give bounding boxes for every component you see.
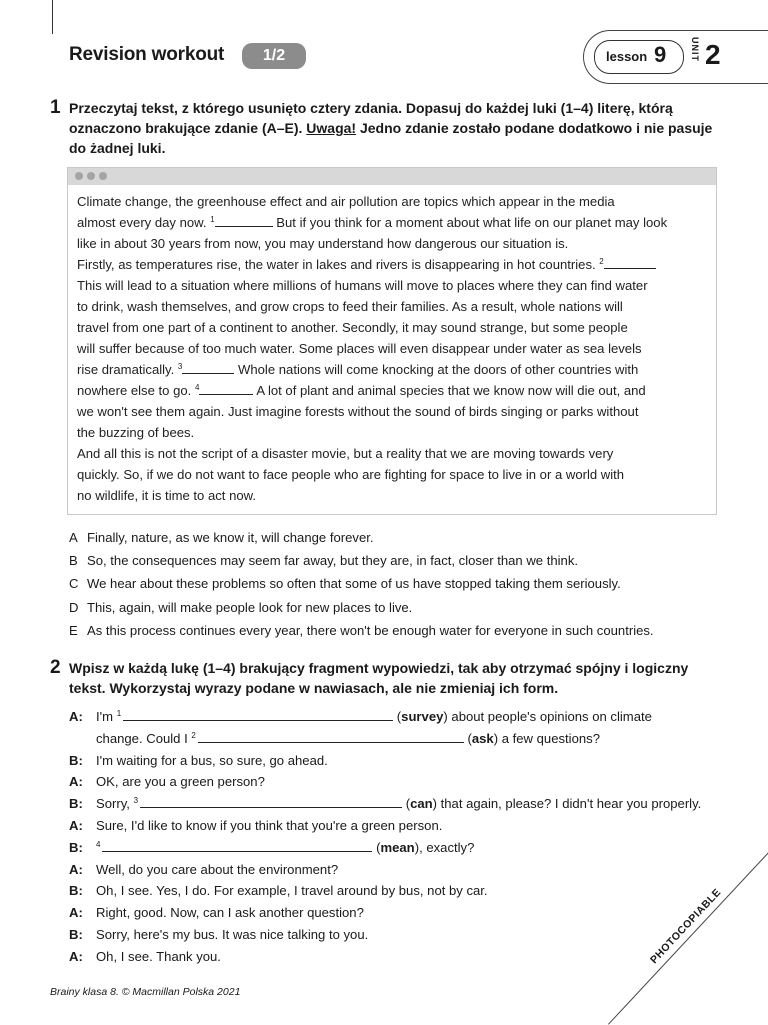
dialogue-text: Oh, I see. Yes, I do. For example, I travel around by bus, not by car.: [96, 883, 488, 899]
dialogue-line: [69, 706, 701, 728]
text-line: quickly. So, if we do not want to face people who are fighting for space to live in or a world with: [77, 467, 625, 482]
page-badge: 1/2: [242, 43, 306, 69]
speaker-label: B:: [69, 926, 83, 942]
dialogue-text: [96, 837, 474, 859]
option-letter: D: [69, 599, 79, 615]
text-line: This will lead to a situation where millions of humans will move to places where they can find water: [77, 278, 648, 293]
dialogue-line: [69, 946, 701, 968]
text-line: no wildlife, it is time to act now.: [77, 488, 257, 503]
option-letter: A: [69, 530, 78, 545]
text-fragment: But if you think for a moment about what life on our planet may look: [276, 215, 668, 230]
keyword: survey: [401, 709, 444, 724]
answer-blank-4[interactable]: [102, 839, 372, 852]
gap-number: 4: [194, 383, 200, 392]
gap-number: 3: [133, 796, 139, 806]
dialogue-fragment: I'm: [96, 709, 114, 724]
speaker-spacer: [69, 728, 96, 750]
speaker-label: B:: [69, 883, 83, 899]
option-text: We hear about these problems so often that some of us have stopped taking them seriously.: [87, 576, 621, 592]
dialogue-fragment: about people's opinions on climate: [451, 709, 652, 724]
answer-blank-2[interactable]: [198, 730, 464, 743]
dialogue-line: [69, 815, 701, 837]
dialogue-fragment: change. Could I: [96, 730, 188, 746]
lesson-label: lesson: [606, 49, 648, 64]
text-fragment: almost every day now.: [77, 215, 207, 230]
bracket: (: [376, 839, 381, 855]
keyword: can: [410, 796, 433, 812]
option-text: This, again, will make people look for new places to live.: [87, 599, 413, 615]
gap-2-blank[interactable]: [604, 255, 656, 269]
gap-number: 4: [96, 839, 101, 849]
gap-number: 2: [599, 257, 604, 266]
gap-number: 1: [116, 709, 122, 718]
text-line: to drink, wash themselves, and grow crops to feed their families. As a result, whole nations will: [77, 299, 623, 314]
bracket: (: [467, 730, 472, 746]
text-fragment: A lot of plant and animal species that we know now will die out, and: [256, 383, 646, 398]
text-line: Climate change, the greenhouse effect and air pollution are topics which appear in the media: [77, 194, 615, 209]
text-fragment: rise dramatically.: [77, 362, 175, 377]
instruction-text-cont: Jedno zdanie zostało podane dodatkowo i nie pasuje do żadnej luki.: [69, 120, 713, 156]
window-dot-icon: [87, 172, 95, 180]
reading-text-panel: [67, 167, 717, 515]
dialogue-fragment: Sorry,: [96, 796, 130, 812]
instruction-text: Przeczytaj tekst, z którego usunięto cztery zdania. Dopasuj do każdej luki (1–4) literę, którą oznaczono brakujące zdanie (A–E).: [69, 100, 673, 136]
keyword: mean: [380, 839, 415, 855]
option-b[interactable]: [69, 549, 654, 572]
bracket: (: [405, 796, 411, 812]
dialogue-line: [69, 728, 701, 750]
option-letter: C: [69, 576, 79, 592]
dialogue-text: Well, do you care about the environment?: [96, 861, 339, 877]
bracket: ): [493, 730, 499, 746]
page-title: Revision workout: [69, 44, 225, 65]
dialogue-text: I'm waiting for a bus, so sure, go ahead.: [96, 752, 328, 768]
exercise-2-number: 2: [50, 657, 61, 678]
gap-number: 3: [177, 362, 183, 371]
text-fragment: Firstly, as temperatures rise, the water in lakes and rivers is disappearing in hot countries.: [77, 257, 596, 272]
photocopiable-label: PHOTOCOPIABLE: [648, 886, 724, 967]
dialogue-text: OK, are you a green person?: [96, 774, 265, 790]
reading-text: [68, 185, 716, 506]
text-line: will suffer because of too much water. Some places will even disappear under water as sea levels: [77, 341, 642, 356]
gap-1-blank[interactable]: [215, 213, 273, 227]
bracket: (: [396, 709, 402, 724]
answer-blank-1[interactable]: [123, 708, 393, 721]
panel-title-bar: [68, 168, 716, 185]
unit-label: UNIT: [690, 37, 700, 62]
speaker-label: A:: [69, 817, 83, 833]
dialogue-line: [69, 771, 701, 793]
bracket: ): [443, 709, 448, 724]
speaker-label: A:: [69, 861, 83, 877]
exercise-1-instruction: [69, 98, 719, 158]
text-line: And all this is not the script of a disaster movie, but a reality that we are moving towards very: [77, 446, 614, 461]
gap-4-blank[interactable]: [199, 381, 253, 395]
option-text: Finally, nature, as we know it, will change forever.: [87, 530, 374, 545]
dialogue-line: [69, 859, 701, 881]
dialogue-line: [69, 837, 701, 859]
footer-publisher: Brainy klasa 8. © Macmillan Polska 2021: [50, 986, 241, 998]
gap-number: 1: [210, 215, 215, 224]
dialogue: [69, 706, 701, 968]
text-line: the buzzing of bees.: [77, 425, 195, 440]
dialogue-fragment: that again, please? I didn't hear you properly.: [440, 796, 702, 812]
text-fragment: Whole nations will come knocking at the doors of other countries with: [238, 362, 639, 377]
option-d[interactable]: [69, 596, 654, 619]
dialogue-line: [69, 924, 701, 946]
dialogue-line: [69, 750, 701, 772]
exercise-1-number: 1: [50, 97, 61, 118]
text-line: [77, 380, 716, 401]
text-line: travel from one part of a continent to another. Secondly, it may sound strange, but some people: [77, 320, 628, 335]
speaker-label: A:: [69, 948, 83, 964]
top-divider-line: [52, 0, 53, 34]
window-dot-icon: [75, 172, 83, 180]
dialogue-text: [96, 706, 652, 728]
bracket: ): [432, 796, 437, 812]
lesson-number: 9: [654, 42, 667, 67]
window-dot-icon: [99, 172, 107, 180]
answer-options: [69, 526, 654, 642]
dialogue-text: Sure, I'd like to know if you think that you're a green person.: [96, 817, 443, 833]
speaker-label: A:: [69, 905, 83, 921]
speaker-label: A:: [69, 774, 83, 790]
option-letter: B: [69, 553, 78, 569]
speaker-label: B:: [69, 796, 83, 812]
option-text: So, the consequences may seem far away, but they are, in fact, closer than we think.: [87, 553, 579, 569]
exercise-2-instruction: Wpisz w każdą lukę (1–4) brakujący fragment wypowiedzi, tak aby otrzymać spójny i logiczny tekst. Wykorzystaj wyrazy podane w nawiasach, ale nie zmieniaj ich form.: [69, 660, 689, 696]
speaker-label: A:: [69, 709, 83, 724]
text-fragment: nowhere else to go.: [77, 383, 192, 398]
dialogue-fragment: a few questions?: [501, 730, 600, 746]
text-line: [77, 212, 716, 233]
option-letter: E: [69, 622, 78, 638]
text-line: [77, 359, 716, 380]
option-text: As this process continues every year, there won't be enough water for everyone in such countries.: [87, 622, 654, 638]
gap-number: 2: [191, 730, 196, 740]
dialogue-text: [96, 793, 701, 815]
instruction-warning: Uwaga!: [306, 120, 357, 136]
dialogue-line: [69, 880, 701, 902]
answer-blank-3[interactable]: [140, 795, 402, 808]
text-line: [77, 254, 716, 275]
dialogue-text: Oh, I see. Thank you.: [96, 948, 221, 964]
text-line: we won't see them again. Just imagine forests without the sound of birds singing or parks without: [77, 404, 639, 419]
dialogue-text: [96, 728, 600, 750]
dialogue-line: [69, 902, 701, 924]
dialogue-text: Right, good. Now, can I ask another question?: [96, 905, 364, 921]
dialogue-text: Sorry, here's my bus. It was nice talking to you.: [96, 926, 369, 942]
option-a[interactable]: [69, 526, 654, 549]
unit-number: 2: [705, 39, 721, 70]
text-line: like in about 30 years from now, you may understand how dangerous our situation is.: [77, 236, 569, 251]
option-e[interactable]: [69, 619, 654, 642]
keyword: ask: [471, 730, 494, 746]
dialogue-fragment: , exactly?: [419, 839, 475, 855]
gap-3-blank[interactable]: [182, 360, 234, 374]
speaker-label: B:: [69, 839, 83, 855]
dialogue-line: [69, 793, 701, 815]
option-c[interactable]: [69, 572, 654, 595]
speaker-label: B:: [69, 752, 83, 768]
bracket: ): [414, 839, 420, 855]
